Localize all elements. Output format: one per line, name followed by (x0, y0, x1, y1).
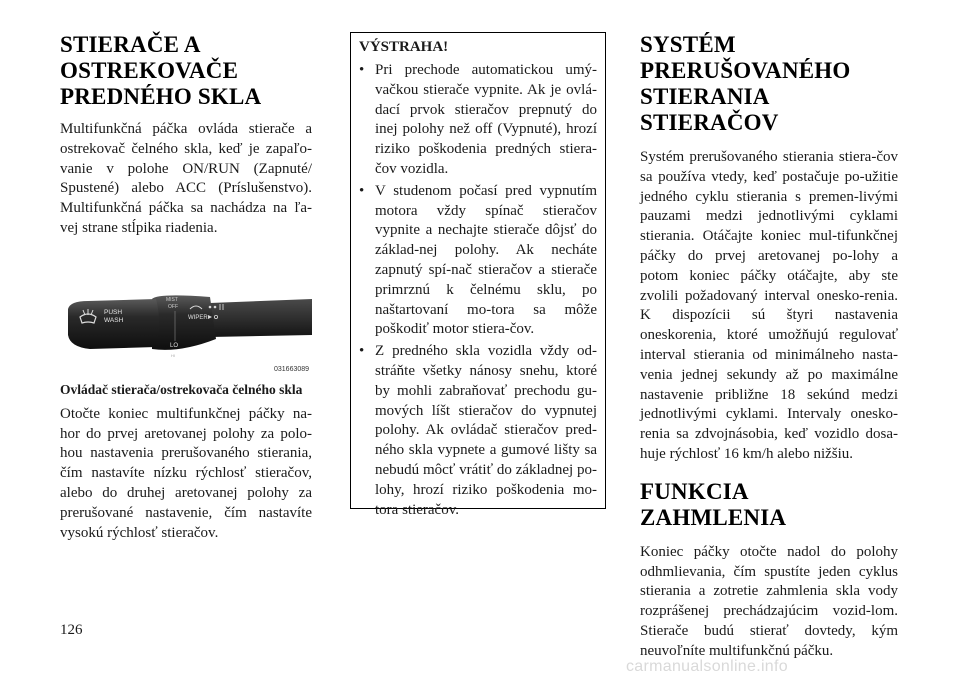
lo-label: LO (170, 342, 179, 349)
warning-title: VÝSTRAHA! (359, 39, 449, 55)
wiper-lever-illustration (60, 291, 312, 375)
warning-item (359, 342, 597, 520)
warning-item-text: Pri prechode automatickou umý-vačkou stierače vypnite. Ak je ovlá-dací prvok stieračov prepnutý do inej polohy než off (Vypnuté), hrozí riziko poškodenia predných stiera-čov vozidla. (375, 62, 597, 177)
left-column (60, 32, 312, 543)
bullet-mark: • (359, 182, 365, 199)
title-line: SYSTÉM (640, 32, 736, 57)
bullet-mark: • (359, 343, 365, 360)
wash-label: WASH (104, 316, 124, 324)
page-number: 126 (60, 622, 83, 638)
section-title-wipers (60, 32, 312, 110)
title-line: STIERANIA STIERAČOV (640, 84, 779, 135)
warning-item (359, 61, 597, 180)
middle-column (350, 32, 606, 518)
warning-item (359, 182, 597, 340)
mist-paragraph: Koniec páčky otočte nadol do polohy odhmlievania, čím spustíte jeden cyklus stierania a zotretie zahmlenia skla vody rozprášenej prechádzajúcim vozid-lom. Stierače budú stierať dovtedy, kým neuvoľníte multifunkčnú páčku. (640, 543, 898, 659)
figure-code: 031663089 (274, 365, 310, 373)
wiper-label: WIPER (188, 314, 208, 321)
off-label: OFF (168, 303, 178, 310)
watermark: carmanualsonline.info (626, 658, 788, 675)
wiper-speed-paragraph: Otočte koniec multifunkčnej páčky na-hor do prvej aretovanej polohy za polo-hou nastavenia prerušovaného stierania, čím nastavíte nízku rýchlosť stieračov, alebo do druhej aretovanej polohy za prerušované nastavenie, čím nastavíte vysokú rýchlosť stieračov. (60, 405, 312, 541)
title-line: STIERAČE A (60, 32, 201, 57)
warning-list (359, 61, 597, 520)
wipers-intro-paragraph: Multifunkčná páčka ovláda stierače a ostrekovač čelného skla, keď je zapaľo-vanie v polohe ON/RUN (Zapnuté/ Spustené) alebo ACC (Príslušenstvo). Multifunkčná páčka sa nachádza na ľa-vej strane stĺpika riadenia. (60, 121, 312, 236)
push-label: PUSH (104, 308, 123, 316)
title-line: OSTREKOVAČE (60, 58, 239, 83)
mist-label: MIST (166, 296, 178, 303)
wiper-lever-figure (60, 291, 312, 375)
warning-item-text: Z predného skla vozidla vždy od-stráňte všetky nánosy snehu, ktoré by mohli zabraňovať prechodu gu-mových líšt stieračov do vypnutej polohy. Ak ovládač stieračov pred-ného skla vypnete a gumové lišty sa nebudú môcť vrátiť do základnej po-lohy, hrozí riziko poškodenia mo-tora stieračov. (375, 343, 597, 518)
warning-item-text: V studenom počasí pred vypnutím motora vždy spínač stieračov vypnite a nechajte stierače dôjsť do základ-nej polohy. Ak necháte zapnutý spí-nač stieračov a stierače primrznú k čelnému sklu, po naštartovaní mo-tora sa môže poškodiť motor stiera-čov. (375, 182, 597, 338)
section-title-intermittent (640, 32, 898, 136)
intermittent-paragraph: Systém prerušovaného stierania stiera-čov sa používa vtedy, keď postačuje po-užitie jedného cyklu stierania s premen-livými pauzami medzi jednotlivými cyklami stierania. Otáčajte koniec mul-tifunkčnej páčky do prvej aretovanej po-lohy a potom koniec páčky otáčajte, aby ste zvolili požadovaný interval onesko-renia. K dispozícii sú štyri nastavenia oneskorenia, ktoré umožňujú regulovať interval stierania od minimálneho nasta-venia jednej sekundy až po maximálne nastavenie približne 18 sekúnd medzi jednotlivými cyklami. Intervaly onesko-renia sa zdvojnásobia, keď vozidlo dosa-huje rýchlosť 16 km/h alebo nižšiu. (640, 149, 898, 462)
right-column (640, 32, 898, 662)
title-line: PRERUŠOVANÉHO (640, 58, 851, 83)
warning-box (350, 32, 606, 518)
title-line: PREDNÉHO SKLA (60, 84, 262, 109)
figure-caption: Ovládač stierača/ostrekovača čelného skla (60, 381, 303, 397)
section-title-mist: FUNKCIA ZAHMLENIA (640, 478, 787, 530)
bullet-mark: • (359, 62, 365, 78)
hi-label: HI (171, 352, 175, 358)
